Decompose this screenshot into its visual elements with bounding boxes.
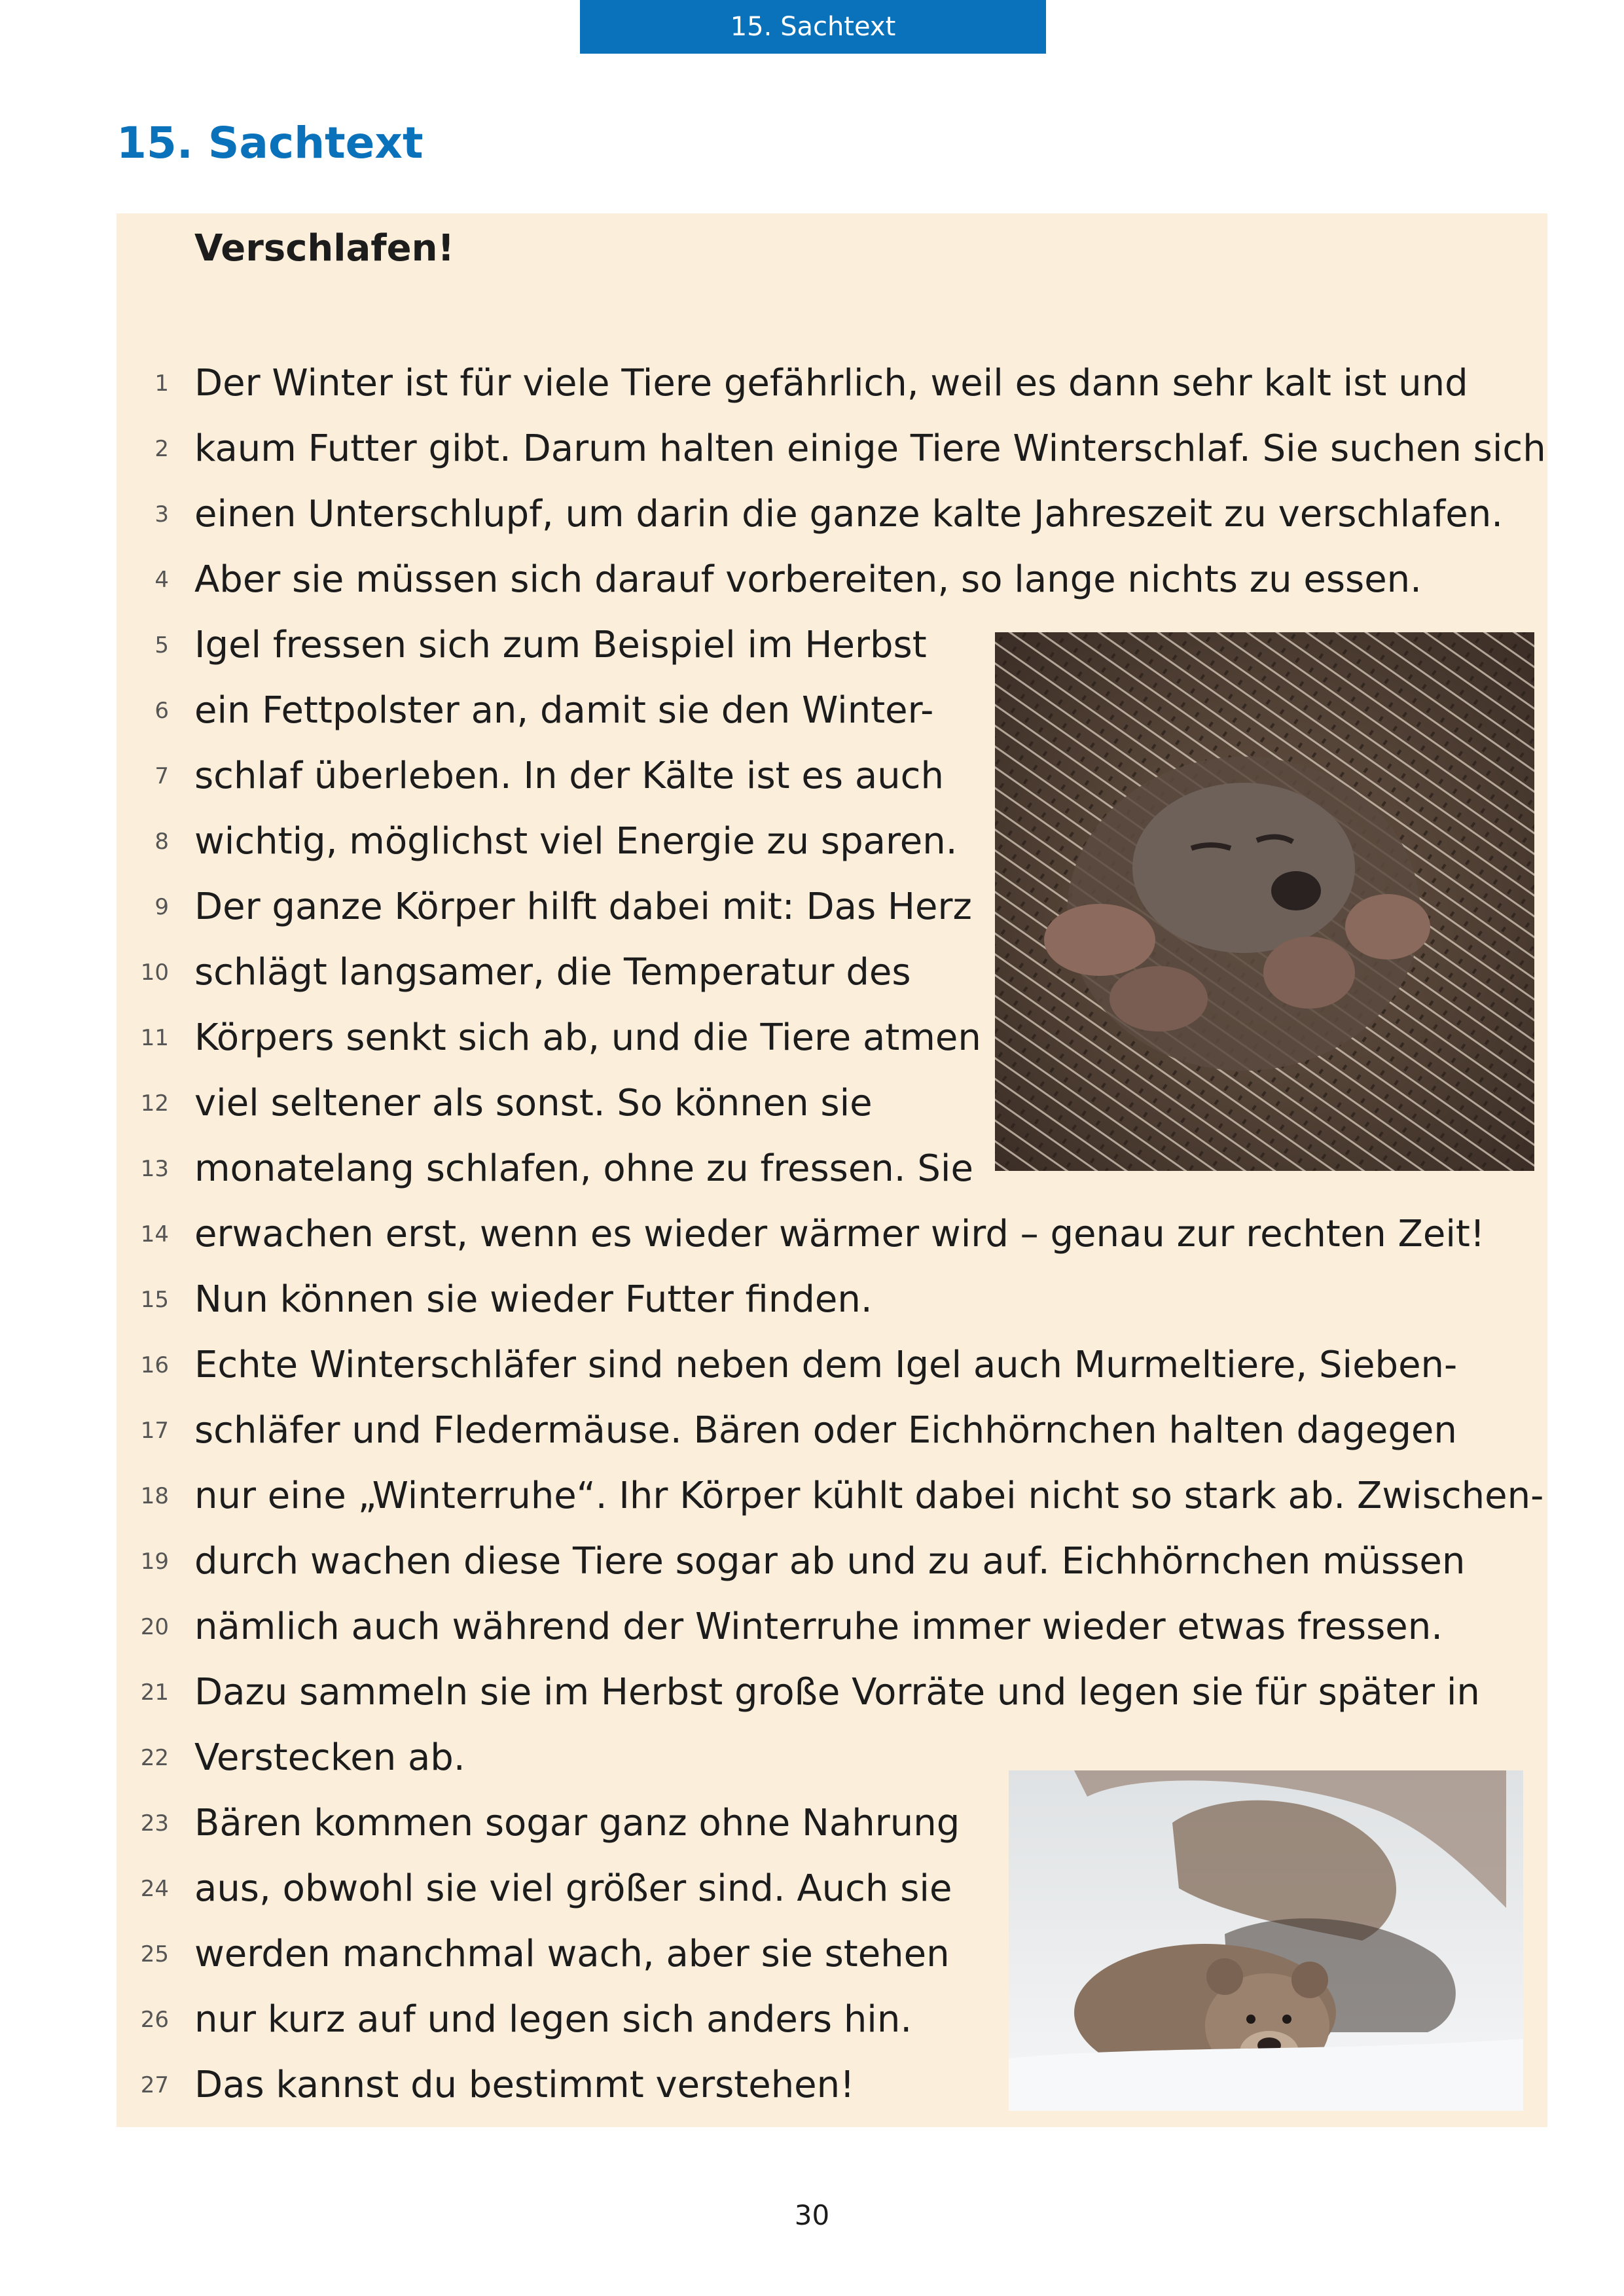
line-number: 25 (140, 1941, 169, 1967)
text-line: Der ganze Körper hilft dabei mit: Das Herz (194, 886, 972, 928)
header-tab-label: 15. Sachtext (730, 12, 896, 42)
text-line: monatelang schlafen, ohne zu fressen. Sie (194, 1147, 973, 1190)
text-line: Aber sie müssen sich darauf vorbereiten, so lange nichts zu essen. (194, 558, 1422, 601)
line-number: 9 (154, 894, 169, 920)
story-title: Verschlafen! (194, 227, 455, 270)
line-number: 13 (140, 1156, 169, 1182)
text-line: einen Unterschlupf, um darin die ganze kalte Jahreszeit zu verschlafen. (194, 493, 1504, 535)
line-number: 4 (154, 567, 169, 593)
text-line: schlägt langsamer, die Temperatur des (194, 951, 911, 994)
line-number: 7 (154, 763, 169, 789)
header-tab (580, 0, 1046, 54)
text-line: durch wachen diese Tiere sogar ab und zu auf. Eichhörnchen müssen (194, 1540, 1466, 1583)
text-line: Das kannst du bestimmt verstehen! (194, 2064, 855, 2106)
line-number: 2 (154, 436, 169, 462)
text-line: nämlich auch während der Winterruhe immer wieder etwas fressen. (194, 1605, 1443, 1648)
line-number: 17 (140, 1418, 169, 1444)
text-line: kaum Futter gibt. Darum halten einige Tiere Winterschlaf. Sie suchen sich (194, 427, 1546, 470)
line-number: 11 (140, 1025, 169, 1051)
text-line: werden manchmal wach, aber sie stehen (194, 1933, 950, 1975)
page-number: 30 (794, 2199, 830, 2231)
line-number: 22 (140, 1745, 169, 1771)
text-line: nur kurz auf und legen sich anders hin. (194, 1998, 912, 2041)
text-line: aus, obwohl sie viel größer sind. Auch sie (194, 1867, 952, 1910)
line-number: 10 (140, 960, 169, 986)
bear-photo (1009, 1770, 1523, 2111)
line-number: 23 (140, 1810, 169, 1837)
line-number: 12 (140, 1090, 169, 1117)
text-line: schläfer und Fledermäuse. Bären oder Eichhörnchen halten dagegen (194, 1409, 1457, 1452)
text-line: nur eine „Winterruhe“. Ihr Körper kühlt dabei nicht so stark ab. Zwischen- (194, 1475, 1544, 1517)
text-line: Verstecken ab. (194, 1736, 465, 1779)
text-line: ein Fettpolster an, damit sie den Winter- (194, 689, 934, 732)
line-number: 8 (154, 829, 169, 855)
line-number: 21 (140, 1679, 169, 1706)
line-number: 18 (140, 1483, 169, 1509)
line-number: 5 (154, 632, 169, 658)
text-line: Bären kommen sogar ganz ohne Nahrung (194, 1802, 960, 1844)
line-number: 14 (140, 1221, 169, 1247)
text-line: Igel fressen sich zum Beispiel im Herbst (194, 624, 927, 666)
page-title: 15. Sachtext (117, 118, 424, 168)
line-number: 27 (140, 2072, 169, 2098)
hedgehog-photo (995, 632, 1534, 1171)
text-line: schlaf überleben. In der Kälte ist es auch (194, 755, 944, 797)
line-number: 1 (154, 370, 169, 397)
line-number: 19 (140, 1549, 169, 1575)
text-line: Echte Winterschläfer sind neben dem Igel auch Murmeltiere, Sieben- (194, 1344, 1458, 1386)
line-number: 3 (154, 501, 169, 528)
text-line: Körpers senkt sich ab, und die Tiere atmen (194, 1016, 981, 1059)
line-number: 15 (140, 1287, 169, 1313)
line-number: 16 (140, 1352, 169, 1378)
line-number: 6 (154, 698, 169, 724)
text-line: wichtig, möglichst viel Energie zu sparen. (194, 820, 958, 863)
text-line: erwachen erst, wenn es wieder wärmer wird – genau zur rechten Zeit! (194, 1213, 1485, 1255)
line-number: 20 (140, 1614, 169, 1640)
text-line: Dazu sammeln sie im Herbst große Vorräte und legen sie für später in (194, 1671, 1480, 1713)
text-line: Nun können sie wieder Futter finden. (194, 1278, 873, 1321)
line-number: 24 (140, 1876, 169, 1902)
text-line: Der Winter ist für viele Tiere gefährlich, weil es dann sehr kalt ist und (194, 362, 1468, 404)
text-line: viel seltener als sonst. So können sie (194, 1082, 873, 1124)
line-number: 26 (140, 2007, 169, 2033)
